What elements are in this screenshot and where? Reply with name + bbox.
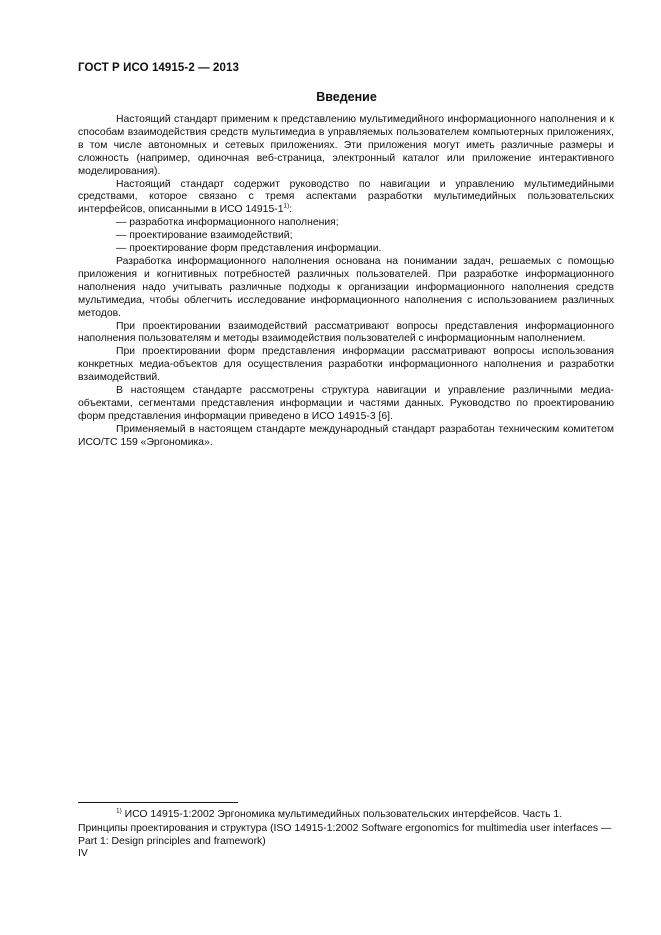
document-header-code: ГОСТ Р ИСО 14915-2 — 2013 <box>78 62 240 74</box>
section-title-text: Введение <box>316 90 377 104</box>
footnote <box>78 808 614 849</box>
paragraph-guidance <box>78 179 614 218</box>
list-item: — проектирование форм представления информации. <box>116 243 382 255</box>
footnote-reference: 1) <box>283 202 290 210</box>
paragraph-content-development: Разработка информационного наполнения основана на понимании задач, решаемых с помощью приложения и когнитивных потребностей различных пользователей. При разработке информационного наполнения надо учитывать различные подходы к организации информационного наполнения средств мультимедиа, чтобы облегчить исследование информационного наполнения с использованием различных методов. <box>78 255 614 319</box>
footnote-divider <box>78 802 238 803</box>
paragraph-guidance-tail: : <box>289 204 293 216</box>
paragraph-committee: Применяемый в настоящем стандарте международный стандарт разработан техническим комитетом ИСО/ТС 159 «Эргономика». <box>78 423 614 448</box>
paragraph-scope: Настоящий стандарт применим к представлению мультимедийного информационного наполнения и к способам взаимодействия средств мультимедиа в управляемых пользователем компьютерных приложениях, в том числе автономных и сетевых приложениях. Эти приложения могут иметь различные размеры и сложность (например, одиночная веб-страница, электронный каталог или приложение интерактивного моделирования). <box>78 114 614 177</box>
page-number: IV <box>78 848 88 859</box>
paragraph-presentation-design: При проектировании форм представления информации рассматривают вопросы использования конкретных медиа-объектов для осуществления разработки информационного наполнения и разработки взаимодействий. <box>78 346 614 384</box>
paragraph-interaction-design: При проектировании взаимодействий рассматривают вопросы представления информационного наполнения пользователям и методы взаимодействия пользователей с информационным наполнением. <box>78 320 614 345</box>
paragraph-navigation-structure: В настоящем стандарте рассмотрены структура навигации и управление различными медиа-объектами, сегментами представления информации и частями данных. Руководство по проектированию форм представления информации приведено в ИСО 14915-3 [6]. <box>78 385 614 422</box>
paragraph-guidance-text: Настоящий стандарт содержит руководство по навигации и управлению мультимедийными средствами, которое связано с тремя аспектами разработки мультимедийных пользовательских интерфейсов, описанными в ИСО 14915-1 <box>78 178 614 216</box>
footnote-text: ИСО 14915-1:2002 Эргономика мультимедийных пользовательских интерфейсов. Часть 1. Принципы проектирования и структура (ISO 14915-1:2002 Software ergonomics for multimedia user interfaces — Part 1: Design principles and framework) <box>78 809 612 847</box>
list-item: — разработка информационного наполнения; <box>116 217 339 229</box>
footnote-marker: 1) <box>116 807 122 815</box>
document-body <box>78 114 614 450</box>
list-item: — проектирование взаимодействий; <box>116 230 293 242</box>
section-title <box>0 90 661 104</box>
